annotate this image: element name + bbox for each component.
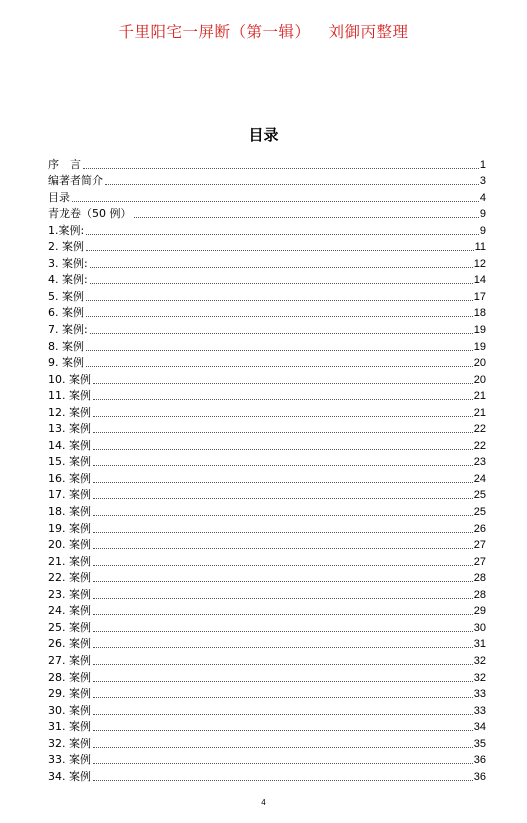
toc-entry[interactable] (48, 387, 486, 404)
toc-dot-leader (93, 681, 473, 682)
toc-dot-leader (134, 217, 479, 218)
toc-entry-page: 21 (473, 406, 486, 419)
toc-entry-label: 25. 案例 (48, 620, 91, 634)
toc-entry-label: 1.案例: (48, 223, 85, 237)
toc-dot-leader (93, 664, 473, 665)
toc-entry-label: 6. 案例 (48, 306, 84, 320)
toc-dot-leader (93, 416, 473, 417)
toc-entry[interactable] (48, 618, 486, 635)
toc-entry-label: 2. 案例 (48, 240, 84, 254)
toc-entry-label: 17. 案例 (48, 488, 91, 502)
toc-dot-leader (93, 548, 473, 549)
toc-entry-page: 19 (473, 340, 486, 353)
toc-entry-page: 20 (473, 373, 486, 386)
toc-entry-page: 24 (473, 472, 486, 485)
toc-dot-leader (93, 515, 473, 516)
toc-entry-label: 22. 案例 (48, 571, 91, 585)
toc-dot-leader (93, 565, 473, 566)
toc-entry-label: 31. 案例 (48, 720, 91, 734)
toc-entry-label: 19. 案例 (48, 521, 91, 535)
toc-entry-page: 12 (473, 257, 486, 270)
toc-dot-leader (93, 532, 473, 533)
book-author: 刘御丙整理 (328, 23, 409, 41)
toc-entry[interactable] (48, 651, 486, 668)
toc-dot-leader (93, 465, 473, 466)
toc-dot-leader (93, 730, 473, 731)
toc-entry-label: 21. 案例 (48, 554, 91, 568)
toc-entry-page: 3 (479, 175, 486, 188)
toc-entry[interactable] (48, 254, 486, 271)
toc-entry-label: 29. 案例 (48, 687, 91, 701)
toc-entry-label: 15. 案例 (48, 455, 91, 469)
toc-entry-page: 9 (479, 208, 486, 221)
toc-dot-leader (86, 366, 473, 367)
toc-dot-leader (83, 168, 479, 169)
toc-dot-leader (86, 234, 479, 235)
toc-entry-label: 8. 案例 (48, 339, 84, 353)
toc-entry-page: 25 (473, 489, 486, 502)
toc-entry[interactable] (48, 519, 486, 536)
toc-entry-page: 25 (473, 506, 486, 519)
toc-entry-label: 27. 案例 (48, 653, 91, 667)
toc-dot-leader (93, 714, 473, 715)
toc-entry-page: 28 (473, 588, 486, 601)
toc-entry-page: 31 (473, 638, 486, 651)
toc-dot-leader (93, 432, 473, 433)
toc-dot-leader (93, 482, 473, 483)
toc-dot-leader (93, 383, 473, 384)
toc-entry-page: 36 (473, 754, 486, 767)
toc-dot-leader (93, 598, 473, 599)
toc-entry-label: 13. 案例 (48, 422, 91, 436)
toc-entry-label: 12. 案例 (48, 405, 91, 419)
toc-entry[interactable] (48, 420, 486, 437)
toc-entry[interactable] (48, 502, 486, 519)
toc-entry-label: 33. 案例 (48, 753, 91, 767)
book-title: 千里阳宅一屏断（第一辑） (118, 23, 311, 41)
toc-entry-page: 21 (473, 390, 486, 403)
toc-entry[interactable] (48, 552, 486, 569)
toc-entry[interactable] (48, 337, 486, 354)
toc-dot-leader (93, 747, 473, 748)
toc-entry-page: 1 (479, 158, 486, 171)
toc-entry[interactable] (48, 155, 486, 172)
toc-dot-leader (86, 300, 473, 301)
toc-dot-leader (105, 184, 479, 185)
toc-entry-page: 30 (473, 621, 486, 634)
toc-dot-leader (93, 449, 473, 450)
toc-entry-label: 7. 案例: (48, 323, 88, 337)
page-number: 4 (261, 798, 266, 807)
table-of-contents (48, 155, 486, 784)
toc-entry-label: 32. 案例 (48, 736, 91, 750)
toc-entry[interactable] (48, 205, 486, 222)
toc-entry-page: 17 (473, 290, 486, 303)
toc-dot-leader (93, 697, 473, 698)
toc-entry[interactable] (48, 734, 486, 751)
toc-entry[interactable] (48, 287, 486, 304)
toc-dot-leader (93, 614, 473, 615)
toc-dot-leader (86, 350, 473, 351)
toc-entry[interactable] (48, 701, 486, 718)
toc-entry[interactable] (48, 320, 486, 337)
toc-title: 目录 (248, 126, 279, 144)
toc-entry-page: 36 (473, 770, 486, 783)
toc-entry[interactable] (48, 668, 486, 685)
toc-entry[interactable] (48, 602, 486, 619)
toc-entry-label: 23. 案例 (48, 587, 91, 601)
toc-entry-page: 29 (473, 605, 486, 618)
toc-entry[interactable] (48, 238, 486, 255)
toc-entry-page: 27 (473, 555, 486, 568)
toc-entry[interactable] (48, 354, 486, 371)
toc-entry[interactable] (48, 767, 486, 784)
document-header (0, 20, 527, 42)
toc-entry[interactable] (48, 469, 486, 486)
toc-dot-leader (93, 763, 473, 764)
toc-entry-label: 9. 案例 (48, 356, 84, 370)
toc-entry-page: 22 (473, 439, 486, 452)
toc-entry[interactable] (48, 685, 486, 702)
toc-entry-label: 24. 案例 (48, 604, 91, 618)
toc-entry-label: 序 言 (48, 157, 81, 171)
toc-entry[interactable] (48, 188, 486, 205)
toc-entry[interactable] (48, 403, 486, 420)
toc-entry-page: 18 (473, 307, 486, 320)
toc-entry[interactable] (48, 751, 486, 768)
toc-dot-leader (72, 201, 479, 202)
toc-entry-label: 16. 案例 (48, 471, 91, 485)
toc-entry-page: 33 (473, 704, 486, 717)
toc-entry[interactable] (48, 536, 486, 553)
toc-entry-page: 11 (474, 241, 486, 254)
toc-dot-leader (90, 333, 473, 334)
toc-entry-page: 34 (473, 721, 486, 734)
toc-entry[interactable] (48, 569, 486, 586)
toc-entry-label: 26. 案例 (48, 637, 91, 651)
toc-entry[interactable] (48, 635, 486, 652)
toc-entry-page: 19 (473, 324, 486, 337)
toc-entry-page: 4 (479, 191, 486, 204)
toc-entry-page: 23 (473, 456, 486, 469)
toc-entry-page: 28 (473, 572, 486, 585)
toc-entry-label: 28. 案例 (48, 670, 91, 684)
toc-entry-label: 5. 案例 (48, 289, 84, 303)
toc-entry-label: 34. 案例 (48, 769, 91, 783)
toc-entry[interactable] (48, 453, 486, 470)
toc-dot-leader (93, 581, 473, 582)
toc-entry-label: 18. 案例 (48, 505, 91, 519)
toc-entry[interactable] (48, 271, 486, 288)
toc-entry-label: 目录 (48, 190, 70, 204)
toc-entry-label: 青龙卷（50 例） (48, 207, 132, 221)
toc-entry-label: 3. 案例: (48, 256, 88, 270)
toc-entry-label: 20. 案例 (48, 538, 91, 552)
toc-dot-leader (93, 647, 473, 648)
toc-entry-page: 20 (473, 357, 486, 370)
toc-entry-page: 9 (479, 224, 486, 237)
toc-dot-leader (90, 283, 473, 284)
toc-entry-page: 33 (473, 688, 486, 701)
toc-entry-page: 35 (473, 737, 486, 750)
toc-entry-label: 编著者简介 (48, 174, 103, 188)
toc-entry[interactable] (48, 486, 486, 503)
toc-entry-page: 32 (473, 671, 486, 684)
toc-entry[interactable] (48, 304, 486, 321)
toc-entry-label: 14. 案例 (48, 438, 91, 452)
toc-entry[interactable] (48, 585, 486, 602)
toc-dot-leader (93, 498, 473, 499)
toc-entry-page: 32 (473, 654, 486, 667)
toc-entry[interactable] (48, 370, 486, 387)
toc-entry[interactable] (48, 718, 486, 735)
toc-dot-leader (93, 631, 473, 632)
toc-dot-leader (93, 399, 473, 400)
toc-entry-label: 30. 案例 (48, 703, 91, 717)
toc-entry[interactable] (48, 436, 486, 453)
toc-dot-leader (93, 780, 473, 781)
toc-entry-label: 11. 案例 (48, 389, 91, 403)
toc-dot-leader (90, 267, 473, 268)
toc-dot-leader (86, 250, 474, 251)
toc-entry-label: 4. 案例: (48, 273, 88, 287)
toc-entry-page: 27 (473, 539, 486, 552)
toc-entry[interactable] (48, 172, 486, 189)
toc-entry-page: 14 (473, 274, 486, 287)
toc-entry-label: 10. 案例 (48, 372, 91, 386)
toc-entry[interactable] (48, 221, 486, 238)
toc-dot-leader (86, 316, 473, 317)
toc-entry-page: 26 (473, 522, 486, 535)
toc-entry-page: 22 (473, 423, 486, 436)
